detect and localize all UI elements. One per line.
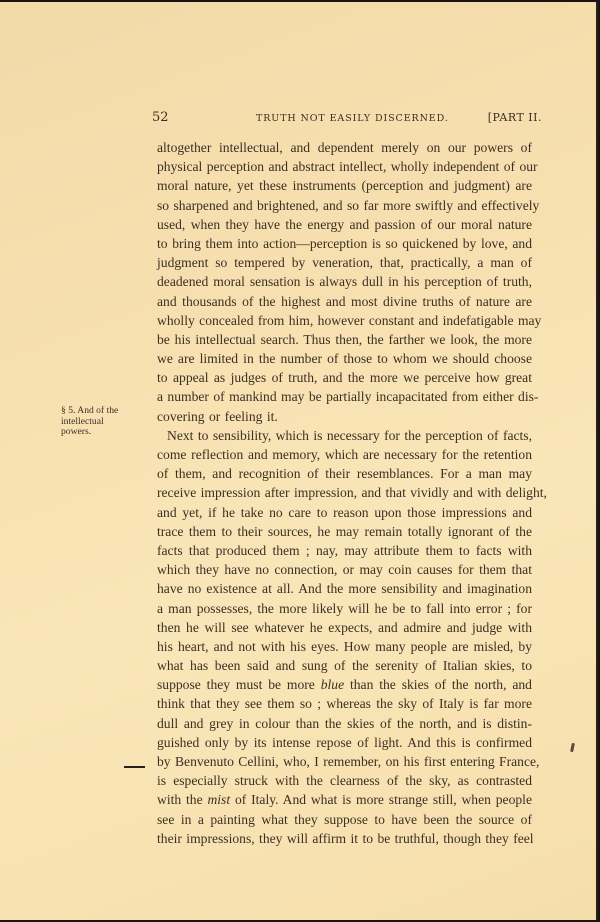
- text-line: and thousands of the highest and most divine truths of nature are: [157, 293, 532, 309]
- italic-word: mist: [207, 792, 231, 808]
- text-line: a man possesses, the more likely will he be to fall into error ; for: [157, 600, 532, 616]
- text-line: to appeal as judges of truth, and the more we perceive how great: [157, 370, 532, 386]
- paragraph-start-line: Next to sensibility, which is necessary for the perception of facts,: [167, 427, 532, 443]
- text-line: is especially struck with the clearness of the sky, as contrasted: [157, 773, 532, 789]
- text-line: guished only by its intense repose of light. And this is confirmed: [157, 734, 532, 750]
- text-line: by Benvenuto Cellini, who, I remember, on his first entering France,: [157, 754, 540, 769]
- body-text: [157, 138, 547, 848]
- italic-word: blue: [320, 677, 345, 693]
- text-line: to bring them into action—perception is so quickened by love, and: [157, 235, 532, 251]
- text-line: we are limited in the number of those to whom we should choose: [157, 351, 532, 367]
- text-line: receive impression after impression, and that vividly and with delight,: [157, 485, 547, 501]
- part-label: [PART II.: [487, 111, 542, 124]
- text-line: have no existence at all. And the more sensibility and imagination: [157, 581, 532, 597]
- text-line: judgment so tempered by veneration, that, practically, a man of: [157, 255, 532, 271]
- text-line: be his intellectual search. Thus then, the farther we look, the more: [157, 331, 532, 347]
- text-line-with-italic: [157, 675, 532, 694]
- text-line: moral nature, yet these instruments (perception and judgment) are: [157, 178, 532, 194]
- text-fragment: of Italy. And what is more strange still, when people: [234, 792, 532, 808]
- sidenote-line: powers.: [61, 426, 92, 437]
- text-line: wholly concealed from him, however constant and indefatigable may: [157, 312, 542, 328]
- text-line: deadened moral sensation is always dull in his perception of truth,: [157, 274, 532, 290]
- paragraph-end-line: covering or feeling it.: [157, 408, 278, 424]
- text-line: dull and grey in colour than the skies of the north, and is distin-: [157, 715, 532, 731]
- ink-speck: [570, 743, 575, 752]
- text-line: of them, and recognition of their resemblances. For a man may: [157, 466, 532, 482]
- text-line: their impressions, they will affirm it to be truthful, though they feel: [157, 830, 534, 846]
- text-fragment: with the: [157, 792, 203, 808]
- sidenote-line: intellectual: [61, 415, 104, 427]
- text-fragment: than the skies of the north, and: [349, 677, 532, 693]
- text-line: a number of mankind may be partially incapacitated from either dis-: [157, 389, 539, 405]
- text-line: then he will see whatever he expects, and admire and judge with: [157, 619, 532, 635]
- margin-pencil-mark: [124, 766, 145, 768]
- text-line: come reflection and memory, which are necessary for the retention: [157, 447, 532, 462]
- scanned-book-page: [0, 2, 598, 920]
- margin-sidenote: [61, 406, 151, 438]
- running-title: TRUTH NOT EASILY DISCERNED.: [256, 113, 449, 124]
- text-line: facts that produced them ; nay, may attribute them to facts with: [157, 542, 532, 558]
- text-line: altogether intellectual, and dependent merely on our powers of: [157, 140, 532, 155]
- text-line: trace them to their sources, he may remain totally ignorant of the: [157, 523, 532, 539]
- sidenote-line: § 5. And of the: [61, 405, 119, 416]
- text-line: which they have no connection, or may coin causes for them that: [157, 562, 532, 578]
- text-line: so sharpened and brightened, and so far more swiftly and effectively: [157, 197, 540, 213]
- text-line: and yet, if he take no care to reason upon those impressions and: [157, 504, 532, 520]
- text-line: physical perception and abstract intellect, wholly independent of our: [157, 159, 538, 175]
- text-line-with-italic: [157, 790, 532, 809]
- text-line: used, when they have the energy and passion of our moral nature: [157, 216, 532, 232]
- page-header: [152, 110, 542, 130]
- text-line: his heart, and not with his eyes. How many people are misled, by: [157, 638, 532, 654]
- page-number: 52: [152, 110, 169, 125]
- text-line: see in a painting what they suppose to have been the source of: [157, 811, 532, 827]
- text-line: think that they see them so ; whereas the sky of Italy is far more: [157, 696, 532, 712]
- text-line: what has been said and sung of the serenity of Italian skies, to: [157, 658, 532, 674]
- text-fragment: suppose they must be more: [157, 677, 315, 693]
